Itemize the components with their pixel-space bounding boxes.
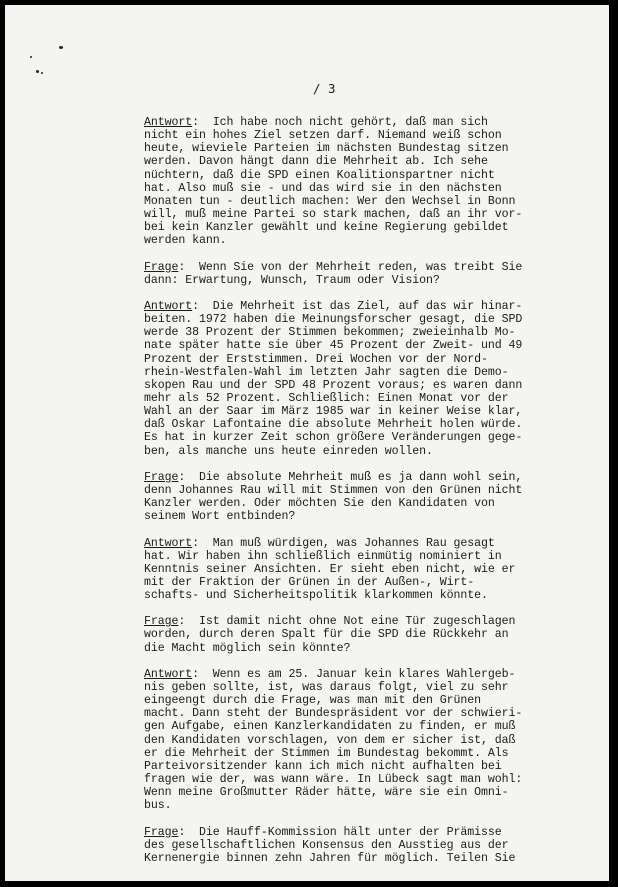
text-line: skopen Rau und der SPD 48 Prozent voraus; es waren dann (144, 378, 523, 392)
text-line: macht. Dann steht der Bundespräsident vor der schwieri- (144, 707, 523, 721)
question-label: Frage (144, 615, 179, 629)
text-line: nis geben sollte, ist, was daraus folgt, viel zu sehr (144, 681, 509, 695)
text-line: nüchtern, daß die SPD einen Koalitionspartner nicht (144, 168, 495, 182)
text-line: Kenntnis seiner Ansichten. Er sieht eben nicht, wie er (144, 562, 516, 576)
text-line: mit der Fraktion der Grünen in der Außen-, Wirt- (144, 575, 475, 589)
text-line: denn Johannes Rau will mit Stimmen von den Grünen nicht (144, 483, 523, 497)
line-text: : Ich habe noch nicht gehört, daß man sich (192, 116, 488, 129)
text-line (144, 537, 522, 550)
text-line: die Macht möglich sein könnte? (144, 641, 351, 655)
text-line: eingeengt durch die Frage, was man mit den Grünen (144, 694, 481, 708)
text-line: nicht ein hohes Ziel setzen darf. Niemand weiß schon (144, 129, 502, 143)
text-line: fragen wie der, was wann wäre. In Lübeck sagt man wohl: (144, 773, 523, 787)
scan-speck (30, 56, 32, 58)
scan-speck (36, 70, 39, 73)
scan-speck (59, 46, 63, 49)
text-line: Kernenergie binnen zehn Jahren für möglich. Teilen Sie (144, 851, 516, 865)
text-line: den Kandidaten vorschlagen, von dem er sicher ist, daß (144, 733, 516, 747)
text-line: heute, wieviele Parteien im nächsten Bundestag sitzen (144, 142, 509, 156)
text-line (144, 116, 522, 129)
answer-block (144, 300, 522, 458)
text-line: werden kann. (144, 234, 227, 248)
text-line: bei kein Kanzler gewählt und keine Regierung gebildet (144, 221, 509, 235)
question-block (144, 826, 522, 865)
text-line: Wahl an der Saar im März 1985 war in keiner Weise klar, (144, 405, 523, 419)
text-line (144, 300, 522, 313)
text-line: worden, durch deren Spalt für die SPD die Rückkehr an (144, 628, 509, 642)
text-line: daß Oskar Lafontaine die absolute Mehrheit holen würde. (144, 418, 523, 432)
text-line: Wenn meine Großmutter Räder hätte, wäre sie ein Omni- (144, 786, 509, 800)
line-text: : Die Hauff-Kommission hält unter der Prämisse (178, 825, 502, 839)
text-line: Monaten tun - deutlich machen: Wer den Wechsel in Bonn (144, 194, 516, 208)
text-line: Parteivorsitzender kann ich mich nicht aufhalten bei (144, 759, 502, 773)
text-line (144, 668, 522, 681)
text-line: des gesellschaftlichen Konsensus den Ausstieg aus der (144, 838, 509, 852)
text-line: schafts- und Sicherheitspolitik klarkommen könnte. (144, 589, 488, 603)
question-label: Frage (144, 260, 179, 274)
text-line (144, 826, 522, 839)
text-line: hat. Also muß sie - und das wird sie in den nächsten (144, 181, 502, 195)
text-line: werde 38 Prozent der Stimmen bekommen; zweieinhalb Mo- (144, 326, 516, 340)
interview-text (144, 116, 522, 878)
question-block (144, 615, 522, 654)
question-label: Frage (144, 470, 179, 484)
scan-speck (41, 72, 43, 74)
answer-label: Antwort (144, 536, 193, 550)
text-line: nate später hatte sie über 45 Prozent der Zweit- und 49 (144, 339, 523, 353)
page-number: / 3 (313, 81, 336, 96)
text-line: seinem Wort entbinden? (144, 510, 296, 524)
document-page (5, 5, 609, 881)
answer-label: Antwort (144, 299, 193, 313)
text-line: Kanzler werden. Oder möchten Sie den Kandidaten von (144, 497, 495, 511)
text-line (144, 615, 522, 628)
text-line: ben, als manche uns heute einreden wollen. (144, 444, 433, 458)
text-line: er die Mehrheit der Stimmen im Bundestag bekommt. Als (144, 746, 509, 760)
answer-block (144, 537, 522, 603)
line-text: : Wenn Sie von der Mehrheit reden, was treibt Sie (178, 260, 523, 274)
answer-label: Antwort (144, 116, 193, 129)
line-text: : Ist damit nicht ohne Not eine Tür zugeschlagen (178, 615, 516, 629)
answer-label: Antwort (144, 667, 193, 681)
text-line: will, muß meine Partei so stark machen, daß an ihr vor- (144, 207, 523, 221)
line-text: : Die Mehrheit ist das Ziel, auf das wir hinar- (192, 299, 523, 313)
answer-block (144, 116, 522, 247)
question-block (144, 471, 522, 524)
line-text: : Man muß würdigen, was Johannes Rau gesagt (192, 536, 495, 550)
line-text: : Wenn es am 25. Januar kein klares Wahlergeb- (192, 667, 516, 681)
text-line: Es hat in kurzer Zeit schon größere Veränderungen gege- (144, 431, 523, 445)
text-line: dann: Erwartung, Wunsch, Traum oder Vision? (144, 273, 440, 287)
text-line: gen Aufgabe, einen Kanzlerkandidaten zu finden, er muß (144, 720, 516, 734)
text-line: mehr als 52 Prozent. Schließlich: Einen Monat vor der (144, 391, 509, 405)
answer-block (144, 668, 522, 813)
question-label: Frage (144, 825, 179, 839)
text-line (144, 261, 522, 274)
text-line: rhein-Westfalen-Wahl im letzten Jahr sagten die Demo- (144, 365, 509, 379)
text-line (144, 471, 522, 484)
text-line: bus. (144, 799, 172, 813)
text-line: beiten. 1972 haben die Meinungsforscher gesagt, die SPD (144, 313, 523, 327)
question-block (144, 261, 522, 287)
text-line: hat. Wir haben ihn schließlich einmütig nominiert in (144, 549, 502, 563)
line-text: : Die absolute Mehrheit muß es ja dann wohl sein, (178, 470, 523, 484)
text-line: werden. Davon hängt dann die Mehrheit ab. Ich sehe (144, 155, 488, 169)
text-line: Prozent der Erststimmen. Drei Wochen vor der Nord- (144, 352, 488, 366)
